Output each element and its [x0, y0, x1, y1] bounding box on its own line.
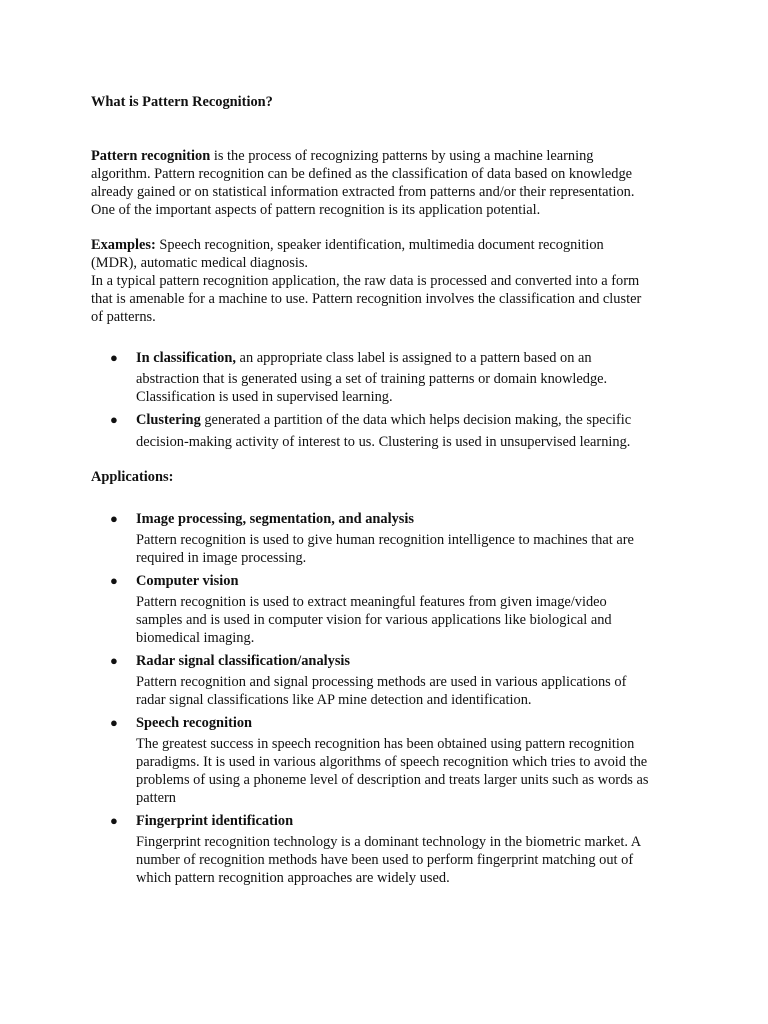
application-line: Pattern recognition is used to give human recognition intelligence to machines that are [136, 532, 634, 548]
paragraph-line: that is amenable for a machine to use. Pattern recognition involves the classification and cluster [91, 291, 642, 307]
intro-term: Pattern recognition [91, 148, 211, 164]
application-title: Speech recognition [136, 715, 253, 731]
bullet-icon: ● [110, 511, 118, 526]
application-line: paradigms. It is used in various algorithms of speech recognition which tries to avoid the [136, 754, 648, 770]
concept-text: generated a partition of the data which helps decision making, the specific [200, 412, 632, 428]
application-title: Computer vision [136, 573, 239, 589]
examples-line: (MDR), automatic medical diagnosis. [91, 255, 309, 271]
concept-text: an appropriate class label is assigned to a pattern based on an [235, 350, 592, 366]
application-title: Radar signal classification/analysis [136, 653, 351, 669]
concept-line: Classification is used in supervised learning. [136, 389, 393, 405]
application-line: problems of using a phoneme level of description and treats larger units such as words as [136, 772, 649, 788]
bullet-icon: ● [110, 715, 118, 730]
intro-line: One of the important aspects of pattern recognition is its application potential. [91, 202, 541, 218]
concept-line [136, 411, 631, 429]
application-line: biomedical imaging. [136, 630, 255, 646]
intro-line: already gained or on statistical information extracted from patterns and/or their representation. [91, 184, 635, 200]
application-title: Fingerprint identification [136, 813, 294, 829]
applications-heading: Applications: [91, 469, 174, 485]
bullet-icon: ● [110, 350, 118, 365]
bullet-icon: ● [110, 813, 118, 828]
intro-line [91, 147, 593, 165]
application-line: The greatest success in speech recognition has been obtained using pattern recognition [136, 736, 635, 752]
bullet-icon: ● [110, 653, 118, 668]
examples-text: Speech recognition, speaker identification, multimedia document recognition [155, 237, 604, 253]
application-title: Image processing, segmentation, and analysis [136, 511, 414, 527]
paragraph-line: In a typical pattern recognition application, the raw data is processed and converted into a form [91, 273, 640, 289]
application-line: radar signal classifications like AP mine detection and identification. [136, 692, 532, 708]
intro-text: is the process of recognizing patterns by using a machine learning [210, 148, 594, 164]
bullet-icon: ● [110, 573, 118, 588]
examples-line [91, 236, 604, 254]
examples-label: Examples: [91, 237, 156, 253]
application-line: required in image processing. [136, 550, 307, 566]
application-line: pattern [136, 790, 176, 806]
application-line: Fingerprint recognition technology is a dominant technology in the biometric market. A [136, 834, 642, 850]
application-line: samples and is used in computer vision for various applications like biological and [136, 612, 612, 628]
bullet-icon: ● [110, 412, 118, 427]
concept-line: decision-making activity of interest to us. Clustering is used in unsupervised learning. [136, 434, 631, 450]
page-title: What is Pattern Recognition? [91, 94, 273, 110]
application-line: which pattern recognition approaches are widely used. [136, 870, 450, 886]
application-line: number of recognition methods have been used to perform fingerprint matching out of [136, 852, 634, 868]
application-line: Pattern recognition and signal processing methods are used in various applications of [136, 674, 627, 690]
intro-line: algorithm. Pattern recognition can be defined as the classification of data based on knowledge [91, 166, 633, 182]
paragraph-line: of patterns. [91, 309, 156, 325]
concept-term: Clustering [136, 412, 201, 428]
concept-line [136, 349, 592, 367]
application-line: Pattern recognition is used to extract meaningful features from given image/video [136, 594, 607, 610]
concept-term: In classification, [136, 350, 236, 366]
concept-line: abstraction that is generated using a set of training patterns or domain knowledge. [136, 371, 608, 387]
